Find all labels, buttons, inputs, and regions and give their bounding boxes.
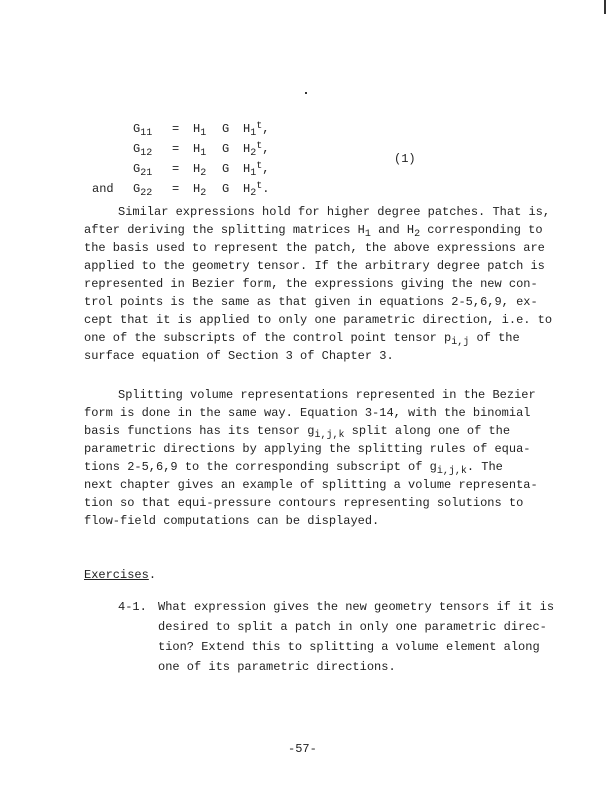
symbol: G	[133, 162, 141, 176]
heading-period: .	[148, 568, 157, 582]
symbol: H	[243, 182, 251, 196]
text-line: the basis used to represent the patch, the above expressions are	[84, 241, 545, 255]
equation-term	[222, 182, 229, 196]
equation-term	[222, 162, 229, 176]
subscript: 2	[250, 148, 257, 159]
symbol: =	[172, 182, 180, 196]
symbol: H	[193, 142, 201, 156]
equation-term	[243, 141, 270, 159]
text: after deriving the splitting matrices H	[84, 223, 365, 237]
equation-term	[193, 182, 207, 199]
text-line	[84, 331, 520, 348]
subscript: i,j	[451, 337, 470, 348]
heading-text: Exercises	[84, 568, 149, 582]
subscript: 22	[140, 188, 153, 199]
text-line: flow-field computations can be displayed.	[84, 514, 380, 528]
subscript: i,j,k	[314, 430, 345, 441]
symbol: G	[133, 142, 141, 156]
equation-term	[193, 142, 207, 159]
subscript: 1	[364, 229, 371, 240]
text: split along one of the	[344, 424, 511, 438]
symbol: G	[222, 122, 230, 136]
subscript: 2	[414, 229, 421, 240]
superscript: t	[256, 141, 263, 152]
equation-term	[172, 122, 179, 136]
symbol: G	[222, 142, 230, 156]
text-line: Splitting volume representations represented in the Bezier	[118, 388, 536, 402]
exercises-heading	[84, 568, 156, 582]
punctuation: ,	[262, 142, 270, 156]
subscript: 1	[250, 128, 257, 139]
symbol: G	[133, 182, 141, 196]
subscript: 1	[250, 168, 257, 179]
equation-number: (1)	[394, 152, 416, 166]
speck	[305, 92, 307, 94]
text-line: applied to the geometry tensor. If the arbitrary degree patch is	[84, 259, 545, 273]
text: . The	[466, 460, 503, 474]
equation-term	[133, 122, 153, 139]
equation-term	[243, 181, 270, 199]
symbol: G	[222, 162, 230, 176]
superscript: t	[256, 161, 263, 172]
page-number: -57-	[288, 742, 317, 756]
subscript: 2	[250, 188, 257, 199]
text: one of the subscripts of the control point tensor p	[84, 331, 452, 345]
equation-term	[193, 162, 207, 179]
text-line: What expression gives the new geometry tensors if it is	[158, 600, 555, 614]
and-label: and	[92, 182, 114, 196]
subscript: i,j,k	[436, 466, 467, 477]
text-line: Similar expressions hold for higher degree patches. That is,	[118, 205, 551, 219]
text-line: tion? Extend this to splitting a volume element along	[158, 640, 540, 654]
symbol: G	[133, 122, 141, 136]
equation-term	[172, 162, 179, 176]
equation-term	[133, 142, 153, 159]
subscript: 2	[200, 188, 207, 199]
symbol: H	[193, 122, 201, 136]
text: of the	[469, 331, 520, 345]
subscript: 1	[200, 128, 207, 139]
margin-mark	[604, 0, 606, 14]
equation-term	[222, 122, 229, 136]
text-line	[84, 223, 543, 240]
text-line: one of its parametric directions.	[158, 660, 396, 674]
subscript: 12	[140, 148, 153, 159]
text-line: trol points is the same as that given in equations 2-5,6,9, ex-	[84, 295, 538, 309]
text-line: represented in Bezier form, the expressions giving the new con-	[84, 277, 538, 291]
punctuation: .	[262, 182, 270, 196]
equation-term	[222, 142, 229, 156]
symbol: =	[172, 142, 180, 156]
equation-term	[193, 122, 207, 139]
symbol: H	[243, 142, 251, 156]
punctuation: ,	[262, 162, 270, 176]
subscript: 2	[200, 168, 207, 179]
text-line: desired to split a patch in only one parametric direc-	[158, 620, 547, 634]
symbol: H	[193, 162, 201, 176]
text: tions 2-5,6,9 to the corresponding subscript of g	[84, 460, 437, 474]
text-line: cept that it is applied to only one parametric direction, i.e. to	[84, 313, 553, 327]
superscript: t	[256, 181, 263, 192]
text: corresponding to	[420, 223, 543, 237]
superscript: t	[256, 121, 263, 132]
symbol: =	[172, 162, 180, 176]
symbol: H	[243, 122, 251, 136]
punctuation: ,	[262, 122, 270, 136]
text-line: parametric directions by applying the splitting rules of equa-	[84, 442, 531, 456]
text-line: surface equation of Section 3 of Chapter 3.	[84, 349, 394, 363]
equation-term	[172, 182, 179, 196]
text-line	[84, 460, 503, 477]
equation-term	[172, 142, 179, 156]
text: and H	[370, 223, 415, 237]
equation-term	[243, 121, 270, 139]
exercise-number: 4-1.	[118, 600, 147, 614]
equation-term	[133, 162, 153, 179]
text-line: form is done in the same way. Equation 3-14, with the binomial	[84, 406, 531, 420]
equation-term	[243, 161, 270, 179]
symbol: H	[243, 162, 251, 176]
text-line: next chapter gives an example of splitting a volume representa-	[84, 478, 538, 492]
equation-term	[133, 182, 153, 199]
subscript: 11	[140, 128, 153, 139]
text-line: tion so that equi-pressure contours representing solutions to	[84, 496, 524, 510]
symbol: H	[193, 182, 201, 196]
text-line	[84, 424, 511, 441]
symbol: =	[172, 122, 180, 136]
symbol: G	[222, 182, 230, 196]
text: basis functions has its tensor g	[84, 424, 315, 438]
subscript: 21	[140, 168, 153, 179]
subscript: 1	[200, 148, 207, 159]
